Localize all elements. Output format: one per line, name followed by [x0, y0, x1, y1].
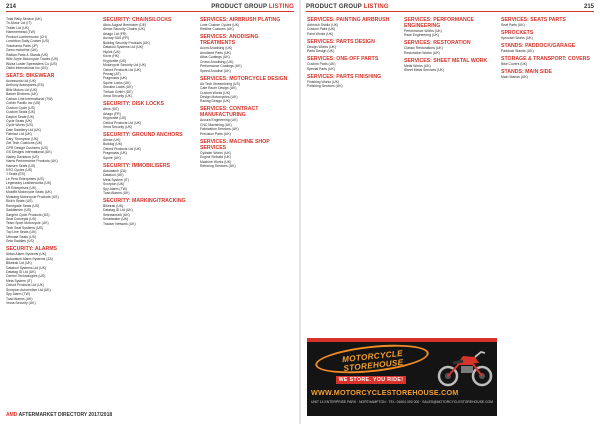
- company-listing: Cylinder Works (UK): [200, 150, 231, 155]
- section-heading: SERVICES: SEATS PARTS: [501, 17, 566, 23]
- section-heading: STORAGE & TRANSPORT: COVERS: [501, 55, 590, 62]
- company-listing: Performance Coatings (UK): [200, 64, 242, 69]
- section-heading: SERVICES: SHEET METAL WORK: [404, 57, 488, 64]
- company-listing: Kovix (HK): [103, 54, 120, 59]
- company-listing: Ultimate Seats (US): [6, 234, 36, 239]
- company-listing: KSG Cycles (US): [6, 168, 33, 172]
- section-heading: SECURITY: ALARMS: [6, 246, 58, 253]
- company-listing: Abus (DE): [103, 107, 119, 112]
- company-listing: Xena Security (UK): [103, 125, 133, 130]
- company-listing: Tracker Network (UK): [103, 221, 136, 226]
- company-listing: Aldan Alarm Systems (UK): [6, 252, 47, 257]
- company-listing: Parts Design (UK): [307, 49, 335, 54]
- company-listing: Racing Design (UK): [200, 99, 230, 104]
- section-heading: SECURITY: CHAINS/LOCKS: [103, 17, 172, 23]
- company-listing: Ostlin International Inc (US): [6, 65, 48, 70]
- ad-website-link[interactable]: WWW.MOTORCYCLESTOREHOUSE.COM: [311, 388, 459, 397]
- company-listing: Sprocket Works (UK): [501, 35, 533, 40]
- company-listing: Biketrak Ltd (UK): [6, 261, 32, 266]
- company-listing: Oxford Products Ltd (UK): [6, 283, 45, 288]
- company-listing: Corbin Pacific Inc (US): [6, 101, 41, 106]
- company-listing: Datatool (UK): [103, 173, 124, 178]
- listing-column-6: [501, 17, 593, 401]
- company-listing: Crown Anodising (UK): [200, 59, 234, 64]
- company-listing: Fabrication Services (UK): [200, 127, 239, 132]
- company-listing: Custom Parts (UK): [307, 62, 336, 67]
- page-title-main: PRODUCT GROUP: [306, 4, 362, 10]
- section-heading: SERVICES: RESTORATION: [404, 40, 471, 47]
- company-listing: Motoflit Motorcycle Seats (UK): [6, 190, 52, 195]
- company-listing: Oxford Products Ltd (UK): [103, 120, 142, 125]
- company-listing: Artago (FR): [103, 111, 121, 116]
- company-listing: Toad Alarms (UK): [103, 191, 130, 195]
- section-heading: SERVICES: CONTRACT MANUFACTURING: [200, 106, 259, 119]
- company-listing: GPR Design Cushions (US): [6, 145, 48, 150]
- company-listing: Hammerhead (TW): [6, 30, 36, 35]
- company-listing: Anthony Autospares (ES): [6, 83, 45, 88]
- listing-column-2: [103, 17, 195, 401]
- company-listing: Anodised Parts (UK): [200, 50, 231, 55]
- company-listing: Speed Anodise (UK): [200, 68, 231, 73]
- company-listing: Lone Custom Cycles (UK): [200, 23, 240, 27]
- company-listing: Atlas Coatings (UK): [200, 55, 230, 60]
- page-footer: [6, 412, 112, 418]
- company-listing: Autowatch (ZA): [103, 168, 127, 173]
- company-listing: Accura Engineering (UK): [200, 118, 238, 123]
- company-listing: Sheet Metal Services (UK): [404, 68, 444, 73]
- section-heading: SEATS: BIKEWEAR: [6, 72, 55, 79]
- company-listing: Datatag ID Ltd (UK): [6, 270, 36, 275]
- company-listing: Fabricut Ltd (UK): [6, 132, 32, 137]
- ad-brand-name: MOTORCYCLE STOREHOUSE: [341, 348, 404, 374]
- company-listing: Tri-Motor Ltd (IT): [6, 21, 32, 26]
- section-heading: SPROCKETS: [501, 29, 534, 36]
- listing-column-3: [200, 17, 292, 401]
- company-listing: Performance Works (UK): [404, 29, 442, 33]
- company-listing: Kryptonite (US): [103, 58, 127, 63]
- right-page-title: [306, 4, 389, 10]
- right-page-header: [306, 4, 594, 14]
- company-listing: Spy Alarm (TW): [6, 292, 30, 297]
- section-heading: SECURITY: IMMOBILISERS: [103, 162, 171, 169]
- company-listing: Air Tech Streamlining (US): [200, 81, 240, 86]
- company-listing: Trelock GmbH (DE): [103, 89, 133, 94]
- company-listing: Bulldog Security Products (UK): [103, 40, 150, 45]
- company-listing: Motorcycle Security Ltd (UK): [103, 63, 147, 68]
- company-listing: Lunchbox Daily Cruiser (US): [6, 39, 49, 44]
- company-listing: Abus August Bremicker (DE): [103, 23, 147, 27]
- company-listing: Tech Seat Systems (US): [6, 225, 43, 230]
- section-heading: SERVICES: ANODISING TREATMENTS: [200, 34, 259, 47]
- page-title-main: PRODUCT GROUP: [211, 4, 268, 10]
- company-listing: Spy Alarm (TW): [103, 186, 127, 191]
- company-listing: Sargent Cycle Products (US): [6, 212, 50, 217]
- company-listing: Squire (UK): [103, 155, 121, 160]
- company-listing: Polishing Services (UK): [307, 84, 343, 89]
- section-heading: SERVICES: MACHINE SHOP SERVICES: [200, 138, 270, 151]
- company-listing: Cafe Racer Design (UK): [200, 86, 237, 91]
- company-listing: Radian Parts & Stands (UK): [6, 52, 49, 57]
- company-listing: Autowatch Alarm Systems (ZA): [6, 256, 53, 261]
- company-listing: Cycle Works (US): [6, 123, 33, 128]
- company-listing: Airbrush Studio (UK): [307, 23, 339, 27]
- company-listing: Datatool Systems Ltd (UK): [6, 265, 47, 270]
- company-listing: Classic Restorations (UK): [404, 46, 443, 51]
- company-listing: Custom Cycle (US): [6, 105, 36, 110]
- company-listing: Datatag ID Ltd (UK): [103, 208, 133, 213]
- section-heading: STANDS: PADDOCK/GARAGE: [501, 42, 576, 49]
- left-header-rule: [6, 11, 294, 12]
- company-listing: Meta System (IT): [103, 177, 129, 182]
- left-page-number: 214: [6, 4, 17, 10]
- company-listing: Carbon Line International (TW): [6, 96, 53, 101]
- company-listing: Biketrak (UK): [103, 203, 124, 208]
- company-listing: Wiki Zoyle Motorcycle Trades (US): [6, 57, 59, 62]
- section-heading: SERVICES: PERFORMANCE ENGINEERING: [404, 17, 474, 29]
- ad-logo: [315, 346, 429, 374]
- page-title-accent: LISTING: [268, 4, 294, 10]
- company-listing: CNC Machining (UK): [200, 122, 232, 127]
- section-heading: SECURITY: DISK LOCKS: [103, 101, 165, 108]
- company-listing: Pragmasis (UK): [103, 76, 127, 81]
- company-listing: Squire Locks (UK): [103, 80, 131, 85]
- company-listing: Dayton Seats (UK): [6, 114, 35, 119]
- section-heading: SERVICES: MOTORCYCLE DESIGN: [200, 75, 288, 82]
- company-listing: Bulldog (UK): [103, 142, 123, 147]
- company-listing: Seat Parts (UK): [501, 23, 525, 27]
- company-listing: Gemini Technologies (US): [6, 274, 46, 279]
- company-listing: Stockist Locks (UK): [103, 85, 133, 90]
- company-listing: Accessoria Ltd (UK): [6, 78, 37, 83]
- company-listing: Gary Thompson (UK): [6, 136, 39, 141]
- company-listing: Auvray SAS (FR): [103, 36, 129, 41]
- company-listing: Trailer Ltd (UK): [6, 25, 30, 30]
- company-listing: Reboring Services (UK): [200, 164, 236, 169]
- company-listing: Paint Works (UK): [307, 31, 334, 36]
- listing-column-1: [6, 17, 98, 401]
- left-page-title: [211, 4, 294, 10]
- company-listing: Blitz Motors Ltd (UK): [6, 87, 38, 92]
- company-listing: Almax (UK): [103, 137, 121, 142]
- company-listing: Pewag (AT): [103, 71, 121, 76]
- company-listing: Harley Davidson (US): [6, 154, 39, 159]
- company-listing: Kryptonite (US): [103, 116, 127, 121]
- company-listing: Meta System (IT): [6, 278, 32, 283]
- ad-tagline-text: WE STORE. YOU RIDE!: [336, 376, 407, 384]
- company-listing: Almax Security Chains (UK): [103, 27, 146, 32]
- company-listing: Main Stands (UK): [501, 74, 528, 79]
- company-listing: Custom Works (UK): [200, 90, 231, 95]
- company-listing: Barker Brothers (UK): [6, 92, 38, 97]
- company-listing: Design Motorcycles (UK): [200, 94, 238, 99]
- section-heading: SERVICES: PARTS DESIGN: [307, 38, 375, 45]
- company-listing: Le Pera Enterprises (US): [6, 176, 44, 181]
- company-listing: Engine Rebuild (UK): [200, 155, 231, 160]
- company-listing: Custom Seats (UK): [6, 110, 36, 115]
- company-listing: Metal Works (UK): [404, 63, 431, 68]
- company-listing: Total Rally Service (UK): [6, 17, 42, 21]
- section-heading: SECURITY: GROUND ANCHORS: [103, 131, 183, 138]
- company-listing: Zeta Saddles (US): [6, 239, 34, 244]
- footer-text: AFTERMARKET DIRECTORY 2017/2018: [18, 412, 113, 418]
- company-listing: GS Designs International (UK): [6, 150, 52, 155]
- company-listing: Rick's Seats (US): [6, 199, 33, 204]
- company-listing: Top Line Seats (UK): [6, 230, 37, 235]
- company-listing: Legendary Leatherworks (UK): [6, 181, 52, 186]
- company-listing: Hiplok (UK): [103, 49, 121, 54]
- company-listing: Cycle Seats (UK): [6, 119, 33, 124]
- company-listing: Product Lumbermotor (CH): [6, 34, 47, 39]
- company-listing: Hansen Seats (US): [6, 163, 36, 168]
- listing-column-4: [307, 17, 399, 335]
- company-listing: J Seats (ES): [6, 172, 26, 177]
- right-page-number: 215: [583, 4, 594, 10]
- company-listing: Acom Anodising (UK): [200, 46, 233, 51]
- company-listing: Renegade Seats (US): [6, 203, 40, 208]
- advertisement-banner[interactable]: [307, 338, 497, 416]
- company-listing: Machine Works (UK): [200, 159, 232, 164]
- section-heading: STANDS: MAIN SIDE: [501, 68, 552, 75]
- company-listing: Xena Security (UK): [103, 94, 133, 99]
- section-heading: SERVICES: PARTS FINISHING: [307, 73, 382, 80]
- company-listing: Restoration Works (UK): [404, 50, 440, 55]
- section-heading: SECURITY: MARKING/TRACKING: [103, 197, 186, 204]
- company-listing: Scorpion Automotive Ltd (UK): [6, 287, 51, 292]
- company-listing: Saddlemen (US): [6, 208, 32, 213]
- company-listing: Toad Alarms (UK): [6, 296, 33, 301]
- company-listing: Seat Concepts (US): [6, 216, 37, 221]
- company-listing: Precision Parts (UK): [200, 131, 231, 136]
- company-listing: Team Sport Motorcycle (UK): [6, 221, 49, 226]
- section-heading: SERVICES: AIRBRUSH PLATING: [200, 17, 281, 23]
- company-listing: Pragmasis (UK): [103, 151, 127, 156]
- ad-address: UNIT 14 ENTERPRISE PARK · NORTHAMPTON · TEL: 01604 000 000 · SALES@MOTORCYCLESTOREHOUSE.COM: [311, 400, 494, 404]
- company-listing: Scorpion (UK): [103, 182, 125, 187]
- company-listing: Finishing Works (UK): [307, 79, 339, 84]
- company-listing: Oxford Products Ltd (UK): [103, 67, 142, 72]
- company-listing: LR Enterprises (UK): [6, 185, 37, 190]
- company-listing: Paddock Stands (UK): [501, 48, 534, 53]
- footer-brand: AMD: [6, 412, 18, 418]
- company-listing: Artago Ltd (FR): [103, 31, 127, 36]
- company-listing: Bike Covers (UK): [501, 61, 528, 66]
- right-header-rule: [306, 11, 594, 12]
- company-listing: Selectamark (UK): [103, 212, 130, 217]
- company-listing: Datatool Systems Ltd (UK): [103, 45, 144, 50]
- left-page-header: [6, 4, 294, 14]
- company-listing: Wizza Luster Speedsters Co (US): [6, 61, 57, 66]
- page-spine: [299, 0, 301, 424]
- company-listing: Dale Saddlery Ltd (UK): [6, 127, 41, 132]
- company-listing: Redline Customs (UK): [200, 27, 234, 32]
- company-listing: Race Engineering (UK): [404, 33, 439, 38]
- company-listing: Design Works (UK): [307, 44, 336, 49]
- company-listing: Harris Performance Products (UK): [6, 159, 58, 164]
- company-listing: Special Parts (UK): [307, 66, 335, 71]
- section-heading: SERVICES: PAINTING AIRBRUSH: [307, 17, 390, 23]
- company-listing: Vecta Security (UK): [6, 301, 36, 306]
- company-listing: Custom Paint (UK): [307, 27, 336, 32]
- page-title-accent: LISTING: [363, 4, 389, 10]
- company-listing: Gel Tech Cushions (UK): [6, 141, 43, 146]
- company-listing: Oxford Products Ltd (UK): [103, 146, 142, 151]
- ad-top-stripe: [307, 338, 497, 342]
- company-listing: Yokohama Parts (JP): [6, 43, 38, 48]
- motorcycle-icon: [435, 346, 495, 388]
- ad-tagline: [315, 376, 427, 384]
- company-listing: Mustang Motorcycle Products (US): [6, 194, 59, 199]
- listing-column-5: [404, 17, 496, 335]
- company-listing: Zamo motorline (UK): [6, 48, 38, 53]
- company-listing: Smartwater (UK): [103, 217, 129, 222]
- section-heading: SERVICES: ONE-OFF PARTS: [307, 56, 379, 63]
